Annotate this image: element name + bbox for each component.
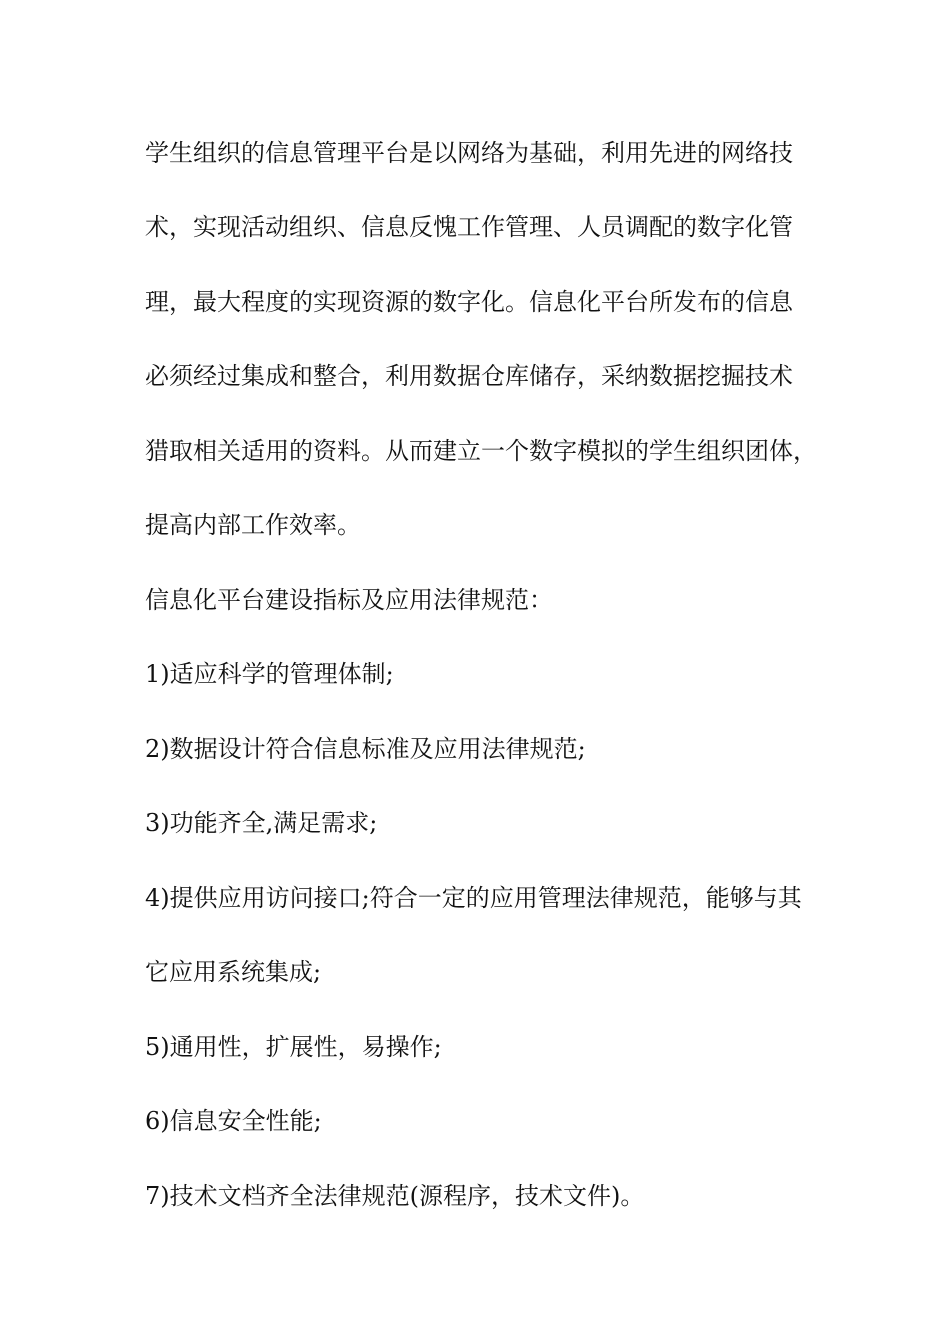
list-item: 6)信息安全性能; bbox=[145, 1107, 322, 1135]
paragraph-line: 必须经过集成和整合，利用数据仓库储存，采纳数据挖掘技术 bbox=[145, 362, 793, 390]
paragraph-line: 猎取相关适用的资料。从而建立一个数字模拟的学生组织团体， bbox=[145, 437, 817, 465]
paragraph-line: 理，最大程度的实现资源的数字化。信息化平台所发布的信息 bbox=[145, 288, 793, 316]
section-heading: 信息化平台建设指标及应用法律规范： bbox=[145, 586, 553, 614]
list-item: 4)提供应用访问接口;符合一定的应用管理法律规范，能够与其 bbox=[145, 884, 802, 912]
paragraph-line: 术，实现活动组织、信息反愧工作管理、人员调配的数字化管 bbox=[145, 213, 793, 241]
list-item: 1)适应科学的管理体制; bbox=[145, 660, 394, 688]
list-item: 3)功能齐全,满足需求; bbox=[145, 809, 378, 837]
list-item: 它应用系统集成; bbox=[145, 958, 322, 986]
list-item: 7)技术文档齐全法律规范(源程序，技术文件)。 bbox=[145, 1182, 645, 1210]
paragraph-line: 提高内部工作效率。 bbox=[145, 511, 361, 539]
list-item: 5)通用性，扩展性，易操作; bbox=[145, 1033, 442, 1061]
list-item: 2)数据设计符合信息标准及应用法律规范; bbox=[145, 735, 586, 763]
paragraph-line: 学生组织的信息管理平台是以网络为基础，利用先进的网络技 bbox=[145, 139, 793, 167]
